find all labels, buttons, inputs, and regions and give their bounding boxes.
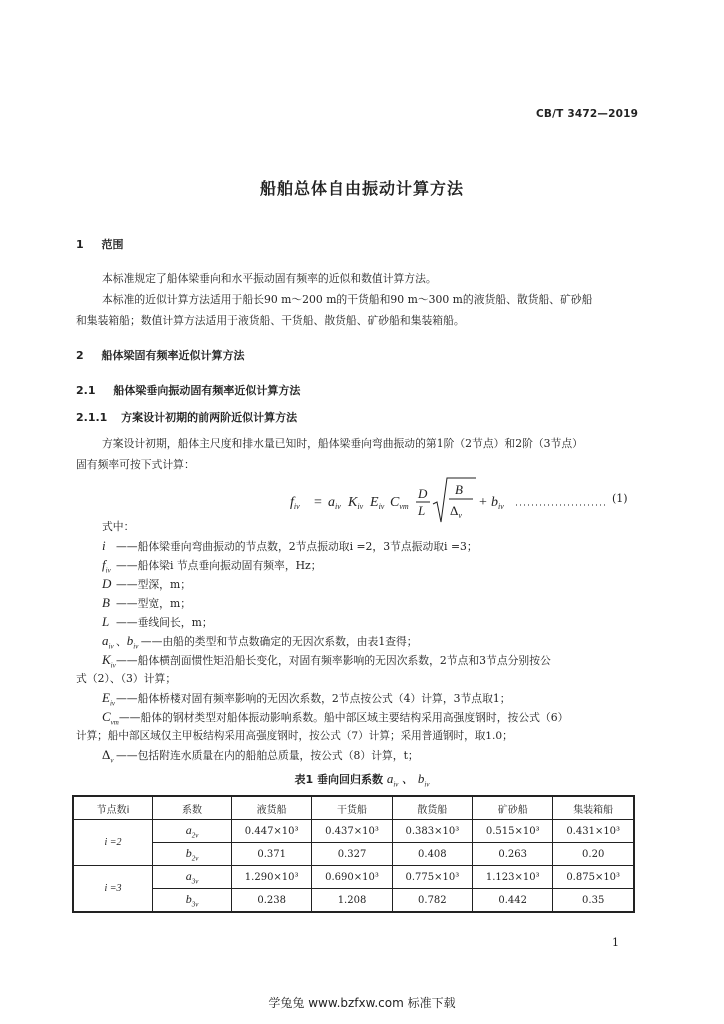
cell: 0.447×10³ (232, 820, 312, 843)
formula-E-iv: $E_{iv}$ (370, 495, 385, 511)
cell: 1.208 (312, 889, 392, 913)
coef-a2v: $a_{2v}$ (153, 820, 232, 843)
th-dry-cargo: 干货船 (312, 796, 392, 820)
th-tanker: 液货船 (232, 796, 312, 820)
th-bulk: 散货船 (392, 796, 472, 820)
cell: 0.383×10³ (392, 820, 472, 843)
cell: 0.263 (473, 843, 553, 866)
cell: 0.442 (473, 889, 553, 913)
sym-L: L (102, 614, 110, 629)
sym-K-iv: $K_{iv}$ (102, 652, 116, 670)
intro-line-1: 方案设计初期，船体主尺度和排水量已知时，船体梁垂向弯曲振动的第1阶（2节点）和2阶（3节点） (102, 437, 583, 450)
subsection-2-1-title: 船体梁垂向振动固有频率近似计算方法 (113, 384, 301, 397)
cell: 0.238 (232, 889, 312, 913)
page-number: 1 (612, 936, 619, 949)
table-1-caption (0, 768, 724, 789)
sym-separator: 、 (116, 635, 127, 648)
section-2-heading (76, 347, 245, 363)
subsection-2-1-heading (76, 382, 300, 398)
def-D (102, 576, 191, 592)
table-row (73, 820, 634, 843)
formula-delta: $\Delta_v$ (450, 503, 462, 520)
formula-1 (290, 474, 650, 534)
cell: 0.408 (392, 843, 472, 866)
table-row (73, 866, 634, 889)
document-title: 船舶总体自由振动计算方法 (259, 179, 464, 198)
intro-line-2: 固有频率可按下式计算： (76, 458, 195, 471)
group-label: i =2 (73, 820, 153, 866)
formula-L: L (418, 503, 426, 518)
subsection-2-1-1-number: 2.1.1 (76, 411, 108, 424)
def-a-b (102, 633, 418, 651)
where-label: 式中： (102, 520, 135, 533)
subsection-2-1-1-heading (76, 409, 297, 425)
th-container: 集装箱船 (553, 796, 634, 820)
table-1-caption-syms: $a_{iv}$ 、 $b_{iv}$ (386, 771, 430, 789)
def-f-text: ——船体梁i 节点垂向振动固有频率，Hz； (116, 559, 322, 572)
section-1-para-2: 本标准的近似计算方法适用于船长90 m～200 m的干货船和90 m～300 m的液货船、散货船、矿砂船 (102, 293, 593, 306)
th-node-count: 节点数i (73, 796, 153, 820)
def-L (102, 614, 213, 630)
section-1-para-2-cont: 和集装箱船；数值计算方法适用于液货船、干货船、散货船、矿砂船和集装箱船。 (76, 314, 465, 327)
cell: 0.327 (312, 843, 392, 866)
th-coefficient: 系数 (153, 796, 232, 820)
formula-B: B (455, 482, 463, 497)
def-C (102, 709, 568, 727)
formula-a-iv: $a_{iv}$ (328, 495, 341, 511)
def-D-text: ——型深，m； (116, 578, 192, 591)
cell: 0.437×10³ (312, 820, 392, 843)
table-row (73, 843, 634, 866)
th-ore: 矿砂船 (473, 796, 553, 820)
def-f (102, 557, 322, 575)
section-2-number: 2 (76, 349, 84, 362)
section-1-para-1: 本标准规定了船体梁垂向和水平振动固有频率的近似和数值计算方法。 (102, 272, 437, 285)
formula-graphic (290, 474, 650, 534)
def-K-cont: 式（2）、（3）计算； (76, 672, 177, 685)
section-1-title: 范围 (101, 238, 124, 251)
coef-b3v: $b_{3v}$ (153, 889, 232, 913)
def-B (102, 595, 191, 611)
def-a-b-text: ——由船的类型和节点数确定的无因次系数，由表1查得； (140, 635, 418, 648)
cell: 0.35 (553, 889, 634, 913)
coef-b2v: $b_{2v}$ (153, 843, 232, 866)
def-E-text: ——船体桥楼对固有频率影响的无因次系数，2节点按公式（4）计算，3节点取1； (116, 692, 511, 705)
def-i-text: ——船体梁垂向弯曲振动的节点数，2节点振动取i =2，3节点振动取i =3； (116, 540, 478, 553)
sym-b-iv: $b_{iv}$ (126, 633, 139, 651)
cell: 1.123×10³ (473, 866, 553, 889)
def-E (102, 690, 511, 708)
sym-f-iv: $f_{iv}$ (102, 557, 111, 575)
coef-a3v: $a_{3v}$ (153, 866, 232, 889)
formula-f-iv: $f_{iv}$ (290, 495, 300, 511)
formula-C-vm: $C_{vm}$ (390, 495, 409, 511)
cell: 0.371 (232, 843, 312, 866)
footer-watermark: 学兔兔 www.bzfxw.com 标准下载 (268, 996, 456, 1010)
table-header-row (73, 796, 634, 820)
sym-E-iv: $E_{iv}$ (102, 690, 116, 708)
formula-K-iv: $K_{iv}$ (348, 495, 364, 511)
cell: 0.782 (392, 889, 472, 913)
def-B-text: ——型宽，m； (116, 597, 192, 610)
def-C-cont: 计算；船中部区域仅主甲板结构采用高强度钢时，按公式（7）计算；采用普通钢时，取1.0； (76, 730, 513, 742)
subsection-2-1-1-title: 方案设计初期的前两阶近似计算方法 (121, 411, 298, 424)
sym-delta-v: $\Delta_v$ (102, 747, 114, 765)
sym-a-iv: $a_{iv}$ (102, 633, 114, 651)
formula-equals: = (314, 495, 322, 510)
formula-plus: + (479, 495, 487, 510)
def-C-text: ——船体的钢材类型对船体振动影响系数。船中部区域主要结构采用高强度钢时，按公式（6） (118, 711, 569, 724)
table-1-caption-text: 表1 垂向回归系数 (294, 773, 383, 786)
def-K-text: ——船体横剖面惯性矩沿船长变化，对固有频率影响的无因次系数，2节点和3节点分别按公 (116, 654, 551, 667)
cell: 0.515×10³ (473, 820, 553, 843)
subsection-2-1-number: 2.1 (76, 384, 96, 397)
cell: 1.290×10³ (232, 866, 312, 889)
def-K (102, 652, 551, 670)
section-2-title: 船体梁固有频率近似计算方法 (101, 349, 245, 362)
sym-B: B (102, 595, 110, 610)
cell: 0.690×10³ (312, 866, 392, 889)
cell: 0.431×10³ (553, 820, 634, 843)
formula-b-iv: $b_{iv}$ (491, 495, 504, 511)
cell: 0.20 (553, 843, 634, 866)
def-i (102, 538, 478, 554)
formula-number: (1) (612, 492, 628, 505)
section-1-number: 1 (76, 238, 84, 251)
sym-i: i (102, 538, 106, 553)
cell: 0.775×10³ (392, 866, 472, 889)
section-1-heading (76, 236, 124, 252)
sym-D: D (102, 576, 112, 591)
coefficient-table (72, 795, 635, 913)
def-delta-text: ——包括附连水质量在内的船舶总质量，按公式（8）计算，t； (116, 749, 419, 762)
table-row (73, 889, 634, 913)
def-delta (102, 747, 419, 765)
standard-code: CB/T 3472—2019 (536, 108, 639, 120)
sym-C-vm: $C_{vm}$ (102, 709, 119, 727)
def-L-text: ——垂线间长，m； (116, 616, 213, 629)
group-label: i =3 (73, 866, 153, 913)
cell: 0.875×10³ (553, 866, 634, 889)
formula-D: D (418, 486, 428, 501)
